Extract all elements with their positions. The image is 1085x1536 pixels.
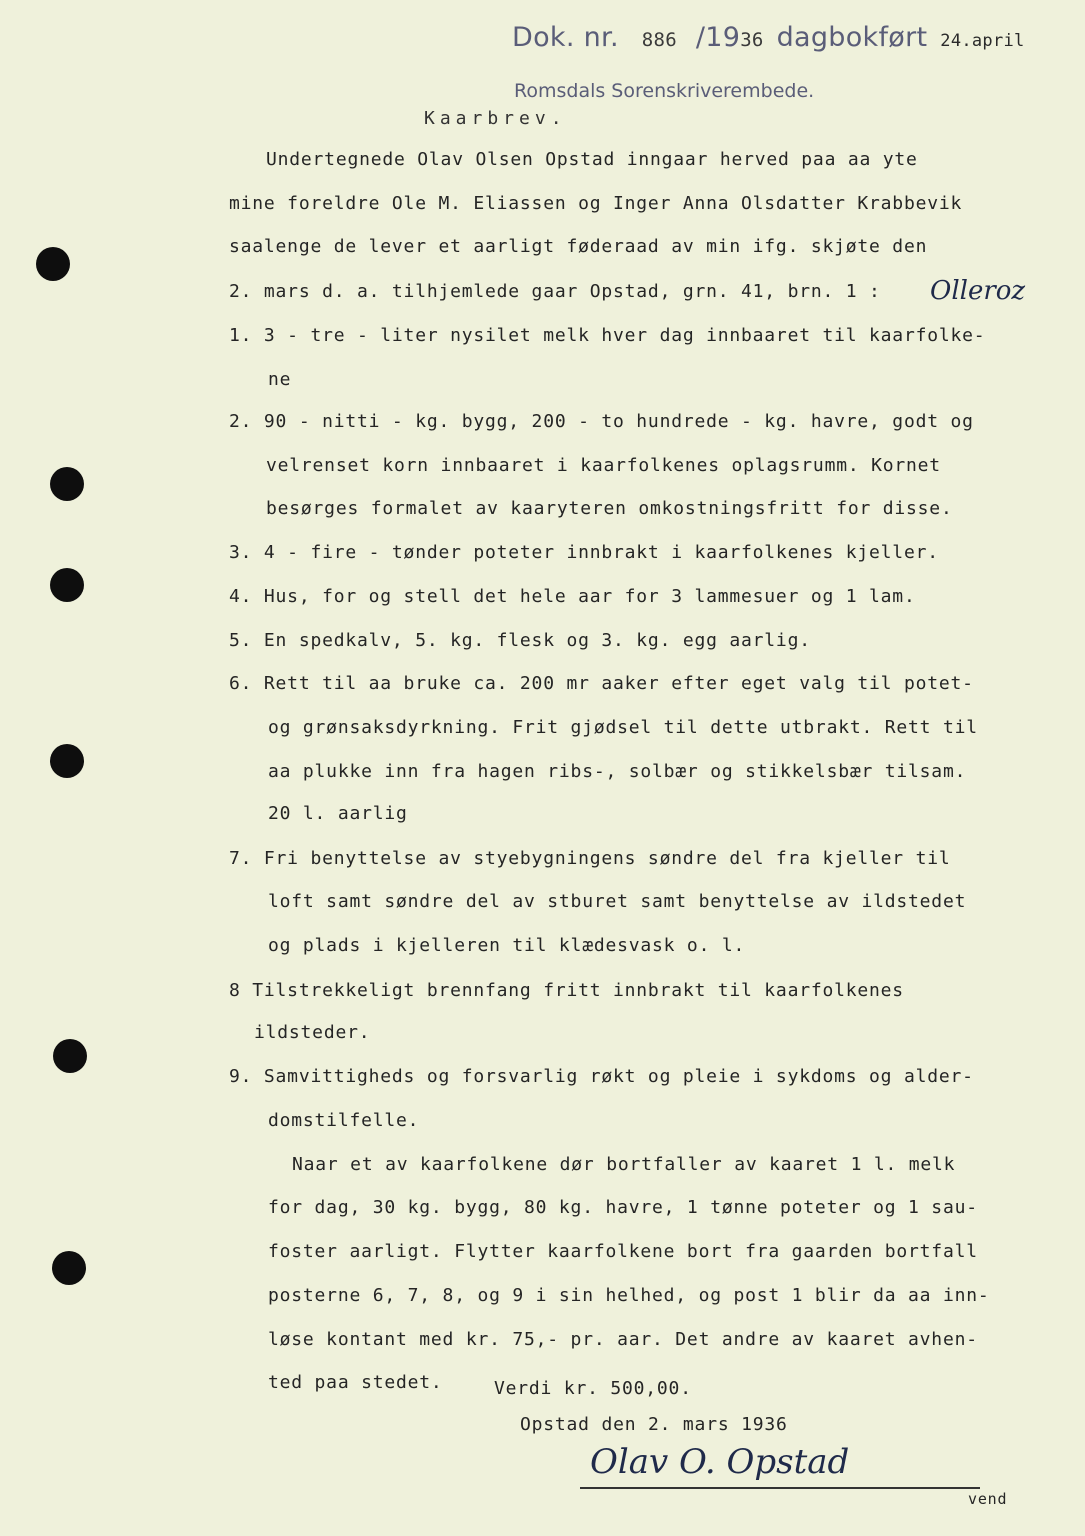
stamp-label: dagbokført	[776, 22, 928, 53]
signature-line	[580, 1487, 980, 1489]
text-line: 7. Fri benyttelse av styebygningens søndre del fra kjeller til	[229, 848, 951, 869]
text-line: 3. 4 - fire - tønder poteter innbrakt i kaarfolkenes kjeller.	[229, 542, 939, 563]
text-line: og grønsaksdyrkning. Frit gjødsel til dette utbrakt. Rett til	[268, 717, 978, 738]
text-line: 1. 3 - tre - liter nysilet melk hver dag innbaaret til kaarfolke-	[229, 325, 986, 346]
document-title: Kaarbrev.	[424, 108, 567, 129]
punch-hole	[50, 568, 84, 602]
text-line: domstilfelle.	[268, 1110, 420, 1131]
place-date-line: Opstad den 2. mars 1936	[520, 1414, 788, 1435]
text-line: ne	[268, 369, 292, 390]
text-line: saalenge de lever et aarligt føderaad av min ifg. skjøte den	[229, 236, 928, 257]
handwritten-note: Olleroz	[930, 276, 1026, 306]
text-line: og plads i kjelleren til klædesvask o. l.	[268, 935, 746, 956]
stamp-year-prefix: /19	[695, 22, 741, 53]
text-line: velrenset korn innbaaret i kaarfolkenes oplagsrumm. Kornet	[266, 455, 941, 476]
punch-hole	[52, 1251, 86, 1285]
text-line: 4. Hus, for og stell det hele aar for 3 lammesuer og 1 lam.	[229, 586, 916, 607]
text-line: 2. 90 - nitti - kg. bygg, 200 - to hundrede - kg. havre, godt og	[229, 411, 974, 432]
text-line: 2. mars d. a. tilhjemlede gaar Opstad, grn. 41, brn. 1 :	[229, 281, 881, 302]
text-line: mine foreldre Ole M. Eliassen og Inger Anna Olsdatter Krabbevik	[229, 193, 963, 214]
stamp-date: 24.april	[940, 31, 1025, 51]
text-line: 8 Tilstrekkeligt brennfang fritt innbrakt til kaarfolkenes	[229, 980, 904, 1001]
stamp-office: Romsdals Sorenskriverembede.	[514, 80, 815, 102]
text-line: løse kontant med kr. 75,- pr. aar. Det andre av kaaret avhen-	[268, 1329, 978, 1350]
stamp-prefix: Dok. nr.	[512, 22, 619, 53]
text-line: Undertegnede Olav Olsen Opstad inngaar herved paa aa yte	[266, 149, 918, 170]
stamp-year-suffix: 36	[740, 29, 764, 51]
punch-hole	[53, 1039, 87, 1073]
text-line: ted paa stedet.	[268, 1372, 443, 1393]
text-line: for dag, 30 kg. bygg, 80 kg. havre, 1 tønne poteter og 1 sau-	[268, 1197, 978, 1218]
punch-hole	[50, 744, 84, 778]
stamp-doc-number: 886	[641, 29, 677, 51]
footer-note: vend	[968, 1490, 1008, 1508]
punch-hole	[36, 247, 70, 281]
text-line: 5. En spedkalv, 5. kg. flesk og 3. kg. egg aarlig.	[229, 630, 811, 651]
text-line: loft samt søndre del av stburet samt benyttelse av ildstedet	[268, 891, 967, 912]
text-line: aa plukke inn fra hagen ribs-, solbær og stikkelsbær tilsam.	[268, 761, 967, 782]
registration-stamp	[512, 22, 1025, 53]
text-line: besørges formalet av kaaryteren omkostningsfritt for disse.	[266, 498, 953, 519]
value-statement: Verdi kr. 500,00.	[494, 1378, 692, 1399]
text-line: foster aarligt. Flytter kaarfolkene bort fra gaarden bortfall	[268, 1241, 978, 1262]
text-line: 6. Rett til aa bruke ca. 200 mr aaker efter eget valg til potet-	[229, 673, 974, 694]
text-line: posterne 6, 7, 8, og 9 i sin helhed, og post 1 blir da aa inn-	[268, 1285, 990, 1306]
text-line: ildsteder.	[254, 1022, 371, 1043]
text-line: Naar et av kaarfolkene dør bortfaller av kaaret 1 l. melk	[292, 1154, 956, 1175]
text-line: 9. Samvittigheds og forsvarlig røkt og pleie i sykdoms og alder-	[229, 1066, 974, 1087]
punch-hole	[50, 467, 84, 501]
signature: Olav O. Opstad	[590, 1442, 850, 1482]
text-line: 20 l. aarlig	[268, 803, 408, 824]
